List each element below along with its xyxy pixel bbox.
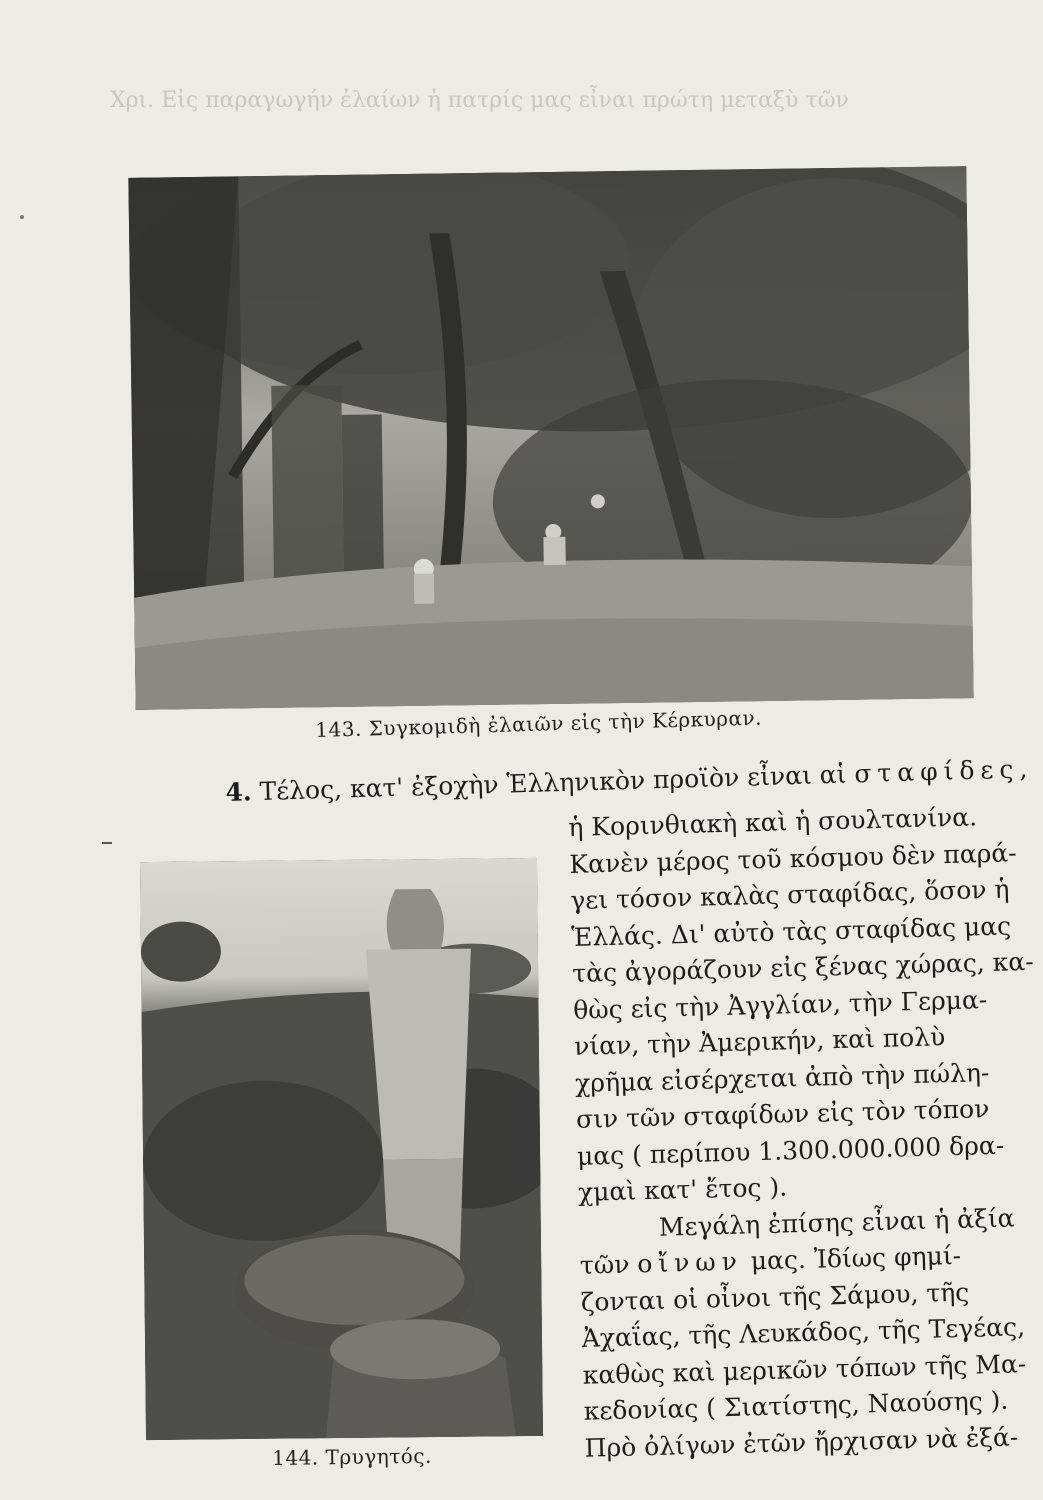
text-line: γει τόσον καλὰς σταφίδας, ὅσον ἡ xyxy=(569,874,1010,915)
lead-text: Τέλος, κατ' ἐξοχὴν Ἑλληνικὸν προϊὸν εἶναι αἱ xyxy=(259,759,847,806)
emphasized-raisins: σταφίδες xyxy=(853,754,1020,789)
text-line: Ἑλλάς. Δι' αὐτὸ τὰς σταφίδας μας xyxy=(570,910,1012,952)
text-line: μας ( περίπου 1.300.000.000 δρα- xyxy=(576,1130,1005,1171)
text-line: κεδονίας ( Σιατίστης, Ναούσης ). xyxy=(583,1385,1009,1426)
margin-mark xyxy=(102,842,112,844)
paragraph-number: 4. xyxy=(225,777,253,807)
text-line: τὰς ἀγοράζουν εἰς ξένας χώρας, κα- xyxy=(571,946,1034,988)
text-line: ζονται οἱ οἶνοι τῆς Σάμου, τῆς xyxy=(580,1277,970,1317)
text-line: χρῆμα εἰσέρχεται ἀπὸ τὴν πώλη- xyxy=(574,1057,990,1098)
text-line: Κανὲν μέρος τοῦ κόσμου δὲν παρά- xyxy=(569,837,1018,879)
emphasized-wines: οἴνων xyxy=(636,1246,744,1279)
bleed-through-line: Χρι. Εἰς παραγωγήν ἐλαίων ἡ πατρίς μας εἶναι πρώτη μεταξὺ τῶν xyxy=(110,88,849,113)
text-line: ἡ Κορινθιακὴ καὶ ἡ σουλτανίνα. xyxy=(568,802,978,842)
lead-comma: , xyxy=(1018,754,1028,784)
text-line: καθὼς καὶ μερικῶν τόπων τῆς Μα- xyxy=(582,1348,1027,1390)
text-line: Ἀχαΐας, τῆς Λευκάδος, τῆς Τεγέας, xyxy=(581,1312,1026,1353)
margin-dot xyxy=(20,215,24,219)
text-line: χμαὶ κατ' ἔτος ). xyxy=(577,1172,788,1207)
paragraph-wine-first-line: Μεγάλη ἐπίσης εἶναι ἡ ἀξία xyxy=(658,1202,1015,1242)
figure-144-caption: 144. Τρυγητός. xyxy=(272,1443,433,1470)
text-line: Πρὸ ὀλίγων ἐτῶν ἤρχισαν νὰ ἐξά- xyxy=(584,1421,1019,1463)
text-line: σιν τῶν σταφίδων εἰς τὸν τόπον xyxy=(575,1094,990,1134)
olive-harvest-image xyxy=(128,166,973,710)
figure-143-caption: 143. Συγκομιδὴ ἐλαιῶν εἰς τὴν Κέρκυραν. xyxy=(315,705,763,742)
grape-harvest-image xyxy=(140,858,543,1440)
wine-after: μας. Ἰδίως φημί- xyxy=(750,1240,962,1276)
bleed-through-text xyxy=(110,85,990,117)
grape-harvest-photo xyxy=(140,858,543,1440)
right-column-text xyxy=(568,798,1040,1467)
olive-harvest-photo xyxy=(128,166,973,710)
text-line: θὼς εἰς τὴν Ἀγγλίαν, τὴν Γερμα- xyxy=(572,984,988,1025)
wine-before: τῶν xyxy=(579,1249,630,1280)
text-line: νίαν, τὴν Ἀμερικήν, καὶ πολὺ xyxy=(573,1022,946,1061)
